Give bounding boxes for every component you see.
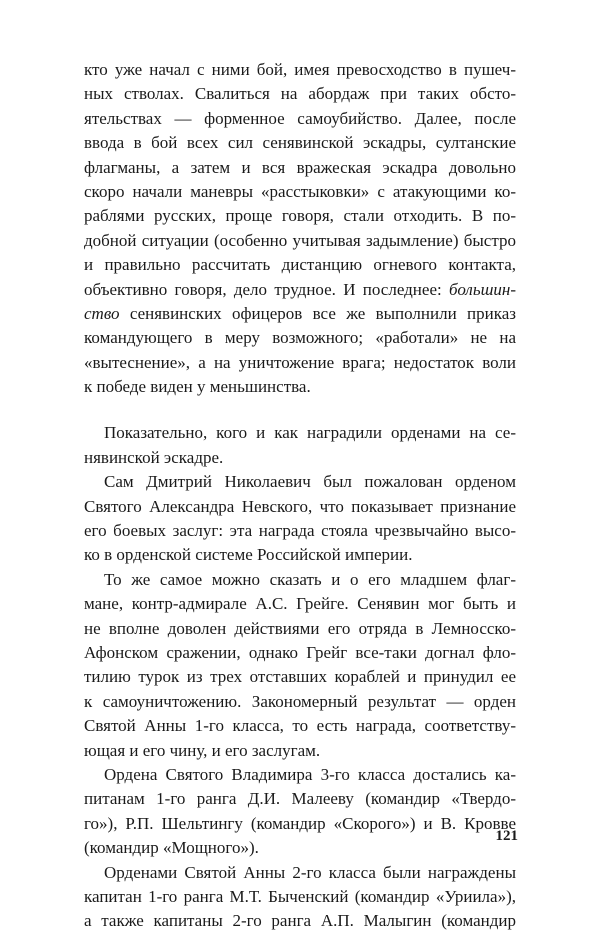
page-number: 121	[495, 828, 518, 844]
text-line: ющая и его чину, и его заслугам.	[84, 740, 321, 760]
paragraph-5	[84, 763, 516, 861]
text-line: к самоуничтожению. Закономерный результат — орден	[84, 691, 516, 711]
text-line: флагманы, а затем и вся вражеская эскадра довольно	[84, 157, 516, 177]
text-line: ятельствах — форменное самоубийство. Далее, после	[84, 108, 516, 128]
text-line: ко в орденской системе Российской империи.	[84, 545, 413, 565]
text-line: мане, контр-адмирале А.С. Грейге. Сенявин мог быть и	[84, 594, 516, 614]
text-line: питанам 1-го ранга Д.И. Малееву (командир «Твердо-	[84, 789, 516, 809]
paragraph-1	[84, 58, 516, 399]
text-line: капитан 1-го ранга М.Т. Быченский (командир «Уриила»),	[84, 886, 516, 906]
text-line: Показательно, кого и как наградили орденами на се-	[104, 423, 516, 443]
text-line: Святой Анны 1-го класса, то есть награда, соответству-	[84, 716, 516, 736]
text-line: и правильно рассчитать дистанцию огневого контакта,	[84, 255, 516, 275]
text-line	[84, 278, 516, 302]
text-line: (командир «Мощного»).	[84, 838, 259, 858]
text-line: кто уже начал с ними бой, имея превосходство в пушеч-	[84, 60, 516, 79]
text-segment: объективно говоря, дело трудное. И последнее:	[84, 279, 450, 299]
text-line: раблями русских, проще говоря, стали отходить. В по-	[84, 206, 516, 226]
text-line: Святого Александра Невского, что показывает признание	[84, 496, 516, 516]
italic-word: ство	[84, 303, 120, 323]
text-line: ных стволах. Свалиться на абордаж при таких обсто-	[84, 84, 516, 104]
text-line: командующего в меру возможного; «работали» не на	[84, 328, 516, 348]
body-text	[84, 58, 516, 934]
text-line: к победе виден у меньшинства.	[84, 377, 311, 397]
text-line: Афонском сражении, однако Грейг все-таки догнал фло-	[84, 642, 516, 662]
text-line: тилию турок из трех отставших кораблей и принудил ее	[84, 667, 516, 687]
text-line: нявинской эскадре.	[84, 447, 224, 467]
text-segment: сенявинских офицеров все же выполнили приказ	[129, 303, 516, 323]
text-line	[84, 302, 516, 326]
text-line: го»), Р.П. Шельтингу (командир «Скорого») и В. Кровве	[84, 813, 516, 833]
paragraph-2	[84, 421, 516, 470]
text-line: не вполне доволен действиями его отряда в Лемносско-	[84, 618, 516, 638]
text-line: «вытеснение», а на уничтожение врага; недостаток воли	[84, 352, 516, 372]
italic-word: большин-	[449, 279, 516, 299]
text-line: ввода в бой всех сил сенявинской эскадры, султанские	[84, 133, 516, 153]
text-line: а также капитаны 2-го ранга А.П. Малыгин (командир	[84, 911, 516, 931]
text-line: добной ситуации (особенно учитывая задымление) быстро	[84, 230, 516, 250]
text-line: Орденами Святой Анны 2-го класса были награждены	[104, 862, 516, 882]
text-line: его боевых заслуг: эта награда стояла чрезвычайно высо-	[84, 521, 516, 541]
text-line: То же самое можно сказать и о его младшем флаг-	[104, 569, 516, 589]
text-line: Ордена Святого Владимира 3-го класса достались ка-	[104, 764, 516, 784]
paragraph-gap	[84, 399, 516, 421]
paragraph-3	[84, 470, 516, 568]
text-line: Сам Дмитрий Николаевич был пожалован орденом	[104, 472, 516, 492]
text-line: скоро начали маневры «расстыковки» с атакующими ко-	[84, 181, 516, 201]
paragraph-4	[84, 568, 516, 763]
